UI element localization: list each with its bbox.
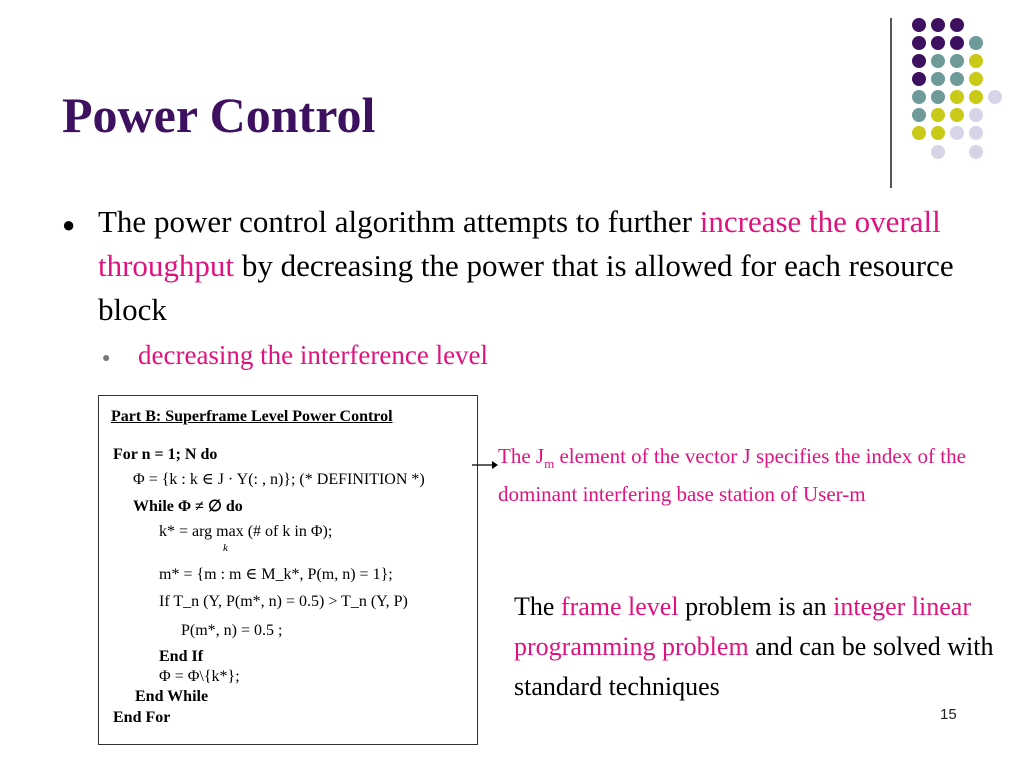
decor-dot — [969, 145, 983, 159]
bullet-dot: ● — [62, 212, 76, 237]
decor-dot — [931, 36, 945, 50]
decor-dot — [950, 54, 964, 68]
algorithm-line: While Φ ≠ ∅ do — [133, 498, 243, 515]
algorithm-line: P(m*, n) = 0.5 ; — [181, 622, 283, 639]
sub-bullet-text: decreasing the interference level — [138, 340, 489, 370]
algorithm-line: For n = 1; N do — [113, 446, 218, 463]
decor-dot — [950, 108, 964, 122]
decor-dot — [931, 54, 945, 68]
text-run: The — [514, 592, 561, 621]
bullet-text-highlight: increase the overall throughput — [98, 204, 941, 283]
decor-dot — [931, 72, 945, 86]
decor-dot — [950, 90, 964, 104]
text-run: and can be solved with standard techniques — [514, 632, 994, 701]
decor-dot — [969, 126, 983, 140]
algorithm-line: End If — [159, 648, 204, 665]
decor-dot — [912, 126, 926, 140]
algorithm-subscript: k — [223, 542, 228, 554]
decor-dot — [931, 145, 945, 159]
text-highlight: frame level — [560, 592, 679, 621]
algorithm-line: End While — [135, 688, 209, 705]
text-run: problem is an — [678, 592, 834, 621]
algorithm-line: Φ = {k : k ∈ J · Y(: , n)}; (* DEFINITION *) — [133, 471, 425, 488]
decor-dot — [912, 72, 926, 86]
note-subscript: m — [544, 456, 555, 472]
algorithm-line: k* = arg max (# of k in Φ); — [159, 523, 333, 540]
decor-dot — [931, 126, 945, 140]
text-highlight: integer linear programming problem — [514, 592, 971, 661]
algorithm-line: Φ = Φ\{k*}; — [159, 668, 240, 685]
decor-dot — [912, 36, 926, 50]
annotation-text — [498, 441, 1018, 509]
algorithm-line: If T_n (Y, P(m*, n) = 0.5) > T_n (Y, P) — [159, 593, 408, 610]
decor-dot — [988, 90, 1002, 104]
decor-dot — [950, 126, 964, 140]
decor-dot — [931, 18, 945, 32]
decor-dot — [969, 72, 983, 86]
decor-dot — [931, 108, 945, 122]
algorithm-line: End For — [113, 709, 171, 726]
decor-dot — [969, 54, 983, 68]
algorithm-box — [98, 395, 478, 745]
page-number: 15 — [940, 706, 957, 723]
divider-line — [890, 18, 892, 188]
decor-dot — [969, 108, 983, 122]
sub-bullet-dot: ● — [102, 351, 111, 366]
bullet-text-after: by decreasing the power that is allowed for each resource block — [98, 248, 954, 327]
decor-dot — [969, 36, 983, 50]
decor-dot — [912, 18, 926, 32]
algorithm-line: m* = {m : m ∈ M_k*, P(m, n) = 1}; — [159, 566, 393, 583]
decor-dot — [912, 90, 926, 104]
decor-dot — [950, 18, 964, 32]
arrow-icon — [472, 459, 498, 471]
decor-dot — [912, 54, 926, 68]
frame-level-text — [514, 587, 1004, 707]
decor-dot — [931, 90, 945, 104]
decor-dot — [969, 90, 983, 104]
slide-title: Power Control — [62, 87, 376, 143]
decor-dot — [950, 72, 964, 86]
decor-dot — [950, 36, 964, 50]
bullet-text-before: The power control algorithm attempts to further — [98, 204, 700, 239]
main-bullet-text — [98, 200, 958, 332]
note-after: element of the vector J specifies the index of the dominant interfering base station of User-m — [498, 444, 966, 507]
note-before: The J — [498, 444, 545, 468]
algorithm-header: Part B: Superframe Level Power Control — [111, 408, 393, 425]
decor-dot — [912, 108, 926, 122]
